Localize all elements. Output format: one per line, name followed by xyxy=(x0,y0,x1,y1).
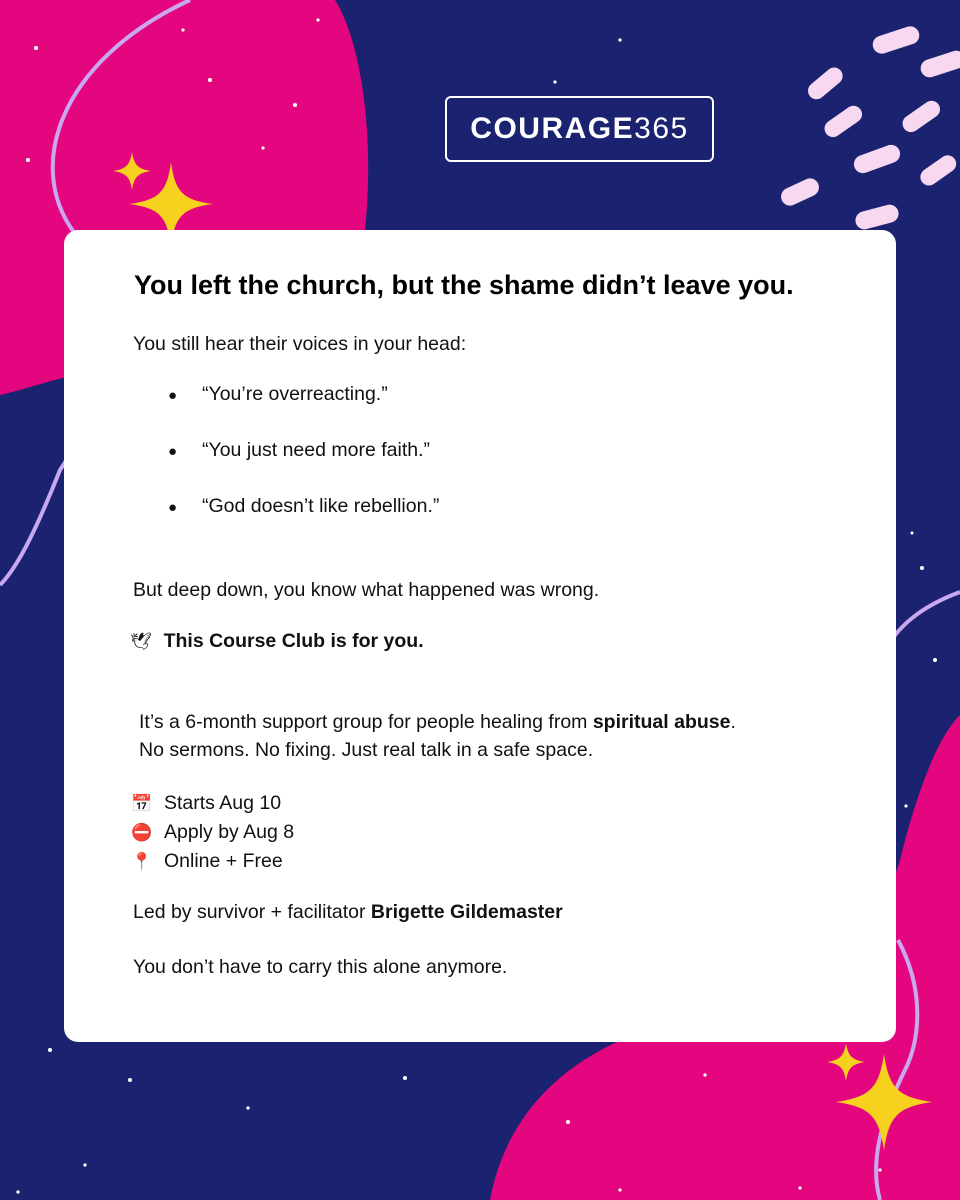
courage365-logo xyxy=(445,96,714,162)
message-card xyxy=(64,230,896,1042)
apply-deadline-text: Apply by Aug 8 xyxy=(164,821,295,843)
quote-text: “God doesn’t like rebellion.” xyxy=(202,495,440,517)
club-line xyxy=(130,627,424,656)
description-period: . xyxy=(730,711,736,733)
description-text: It’s a 6-month support group for people healing from xyxy=(139,711,593,733)
logo-word: COURAGE xyxy=(470,112,635,145)
deep-down-text: But deep down, you know what happened was wrong. xyxy=(133,579,600,601)
description-emphasis: spiritual abuse xyxy=(592,711,731,733)
start-date xyxy=(131,789,294,818)
leader-prefix: Led by survivor + facilitator xyxy=(133,901,371,923)
description xyxy=(139,708,736,764)
club-line-text: This Course Club is for you. xyxy=(163,630,424,652)
apply-deadline xyxy=(131,818,294,847)
location-text: Online + Free xyxy=(164,850,283,872)
location xyxy=(131,847,294,876)
map-pin-icon: 📍 xyxy=(131,852,153,871)
list-item xyxy=(168,492,439,522)
intro-text: You still hear their voices in your head: xyxy=(133,333,467,355)
stop-sign-icon: ⛔ xyxy=(131,823,153,842)
list-item xyxy=(168,380,388,410)
quote-text: “You just need more faith.” xyxy=(202,439,430,461)
logo-number: 365 xyxy=(634,112,689,145)
bullet-icon: ● xyxy=(168,387,178,404)
quote-text: “You’re overreacting.” xyxy=(202,383,388,405)
start-date-text: Starts Aug 10 xyxy=(164,792,282,814)
bullet-icon: ● xyxy=(168,499,178,516)
event-details xyxy=(131,789,294,876)
leader-name: Brigette Gildemaster xyxy=(370,901,563,923)
bullet-icon: ● xyxy=(168,443,178,460)
leader-line xyxy=(133,898,563,926)
calendar-icon: 📅 xyxy=(131,794,153,813)
dove-icon: 🕊 xyxy=(130,632,152,651)
list-item xyxy=(168,436,430,466)
description-line-2: No sermons. No fixing. Just real talk in a safe space. xyxy=(139,739,594,761)
headline: You left the church, but the shame didn’t leave you. xyxy=(134,270,794,300)
closing-text: You don’t have to carry this alone anymore. xyxy=(133,956,508,978)
